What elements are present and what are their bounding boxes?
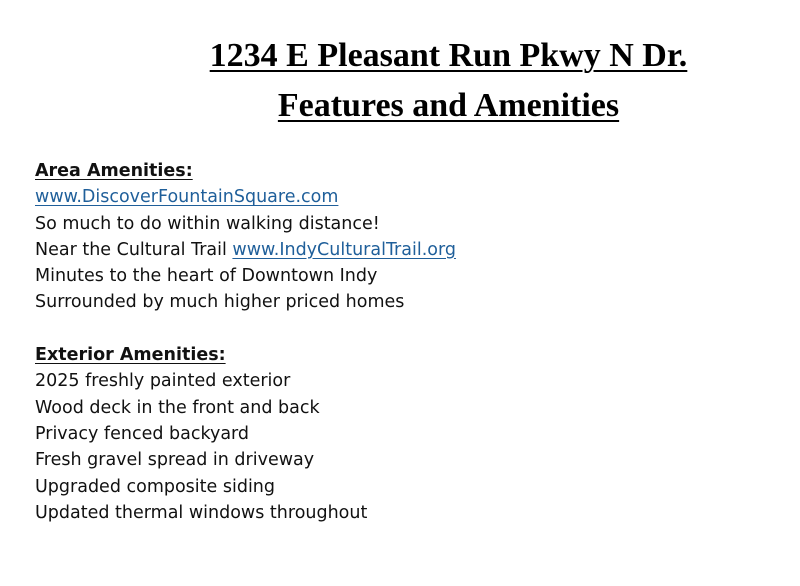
exterior-item: 2025 freshly painted exterior [35, 371, 291, 392]
area-item-cultural-trail [35, 237, 775, 263]
document-title: 1234 E Pleasant Run Pkwy N Dr. [209, 37, 688, 74]
area-item: So much to do within walking distance! [35, 213, 380, 234]
exterior-section-heading [35, 342, 775, 368]
section-spacer [35, 316, 775, 342]
area-item: Minutes to the heart of Downtown Indy [35, 266, 378, 287]
area-heading-text: Area Amenities: [35, 161, 193, 181]
cultural-trail-text: Near the Cultural Trail [35, 239, 233, 260]
exterior-item: Fresh gravel spread in driveway [35, 450, 315, 471]
document-body [35, 158, 775, 526]
indy-cultural-trail-link[interactable]: www.IndyCulturalTrail.org [232, 239, 456, 260]
area-section-heading [35, 158, 775, 184]
exterior-item: Wood deck in the front and back [35, 397, 320, 418]
exterior-heading-text: Exterior Amenities: [35, 345, 226, 366]
exterior-item: Updated thermal windows throughout [35, 502, 368, 523]
area-item: Surrounded by much higher priced homes [35, 292, 405, 313]
exterior-item: Privacy fenced backyard [35, 423, 250, 444]
area-link-row [35, 184, 775, 210]
document-subtitle: Features and Amenities [277, 87, 620, 124]
discover-fountain-square-link[interactable]: www.DiscoverFountainSquare.com [35, 187, 339, 208]
exterior-item: Upgraded composite siding [35, 476, 276, 497]
